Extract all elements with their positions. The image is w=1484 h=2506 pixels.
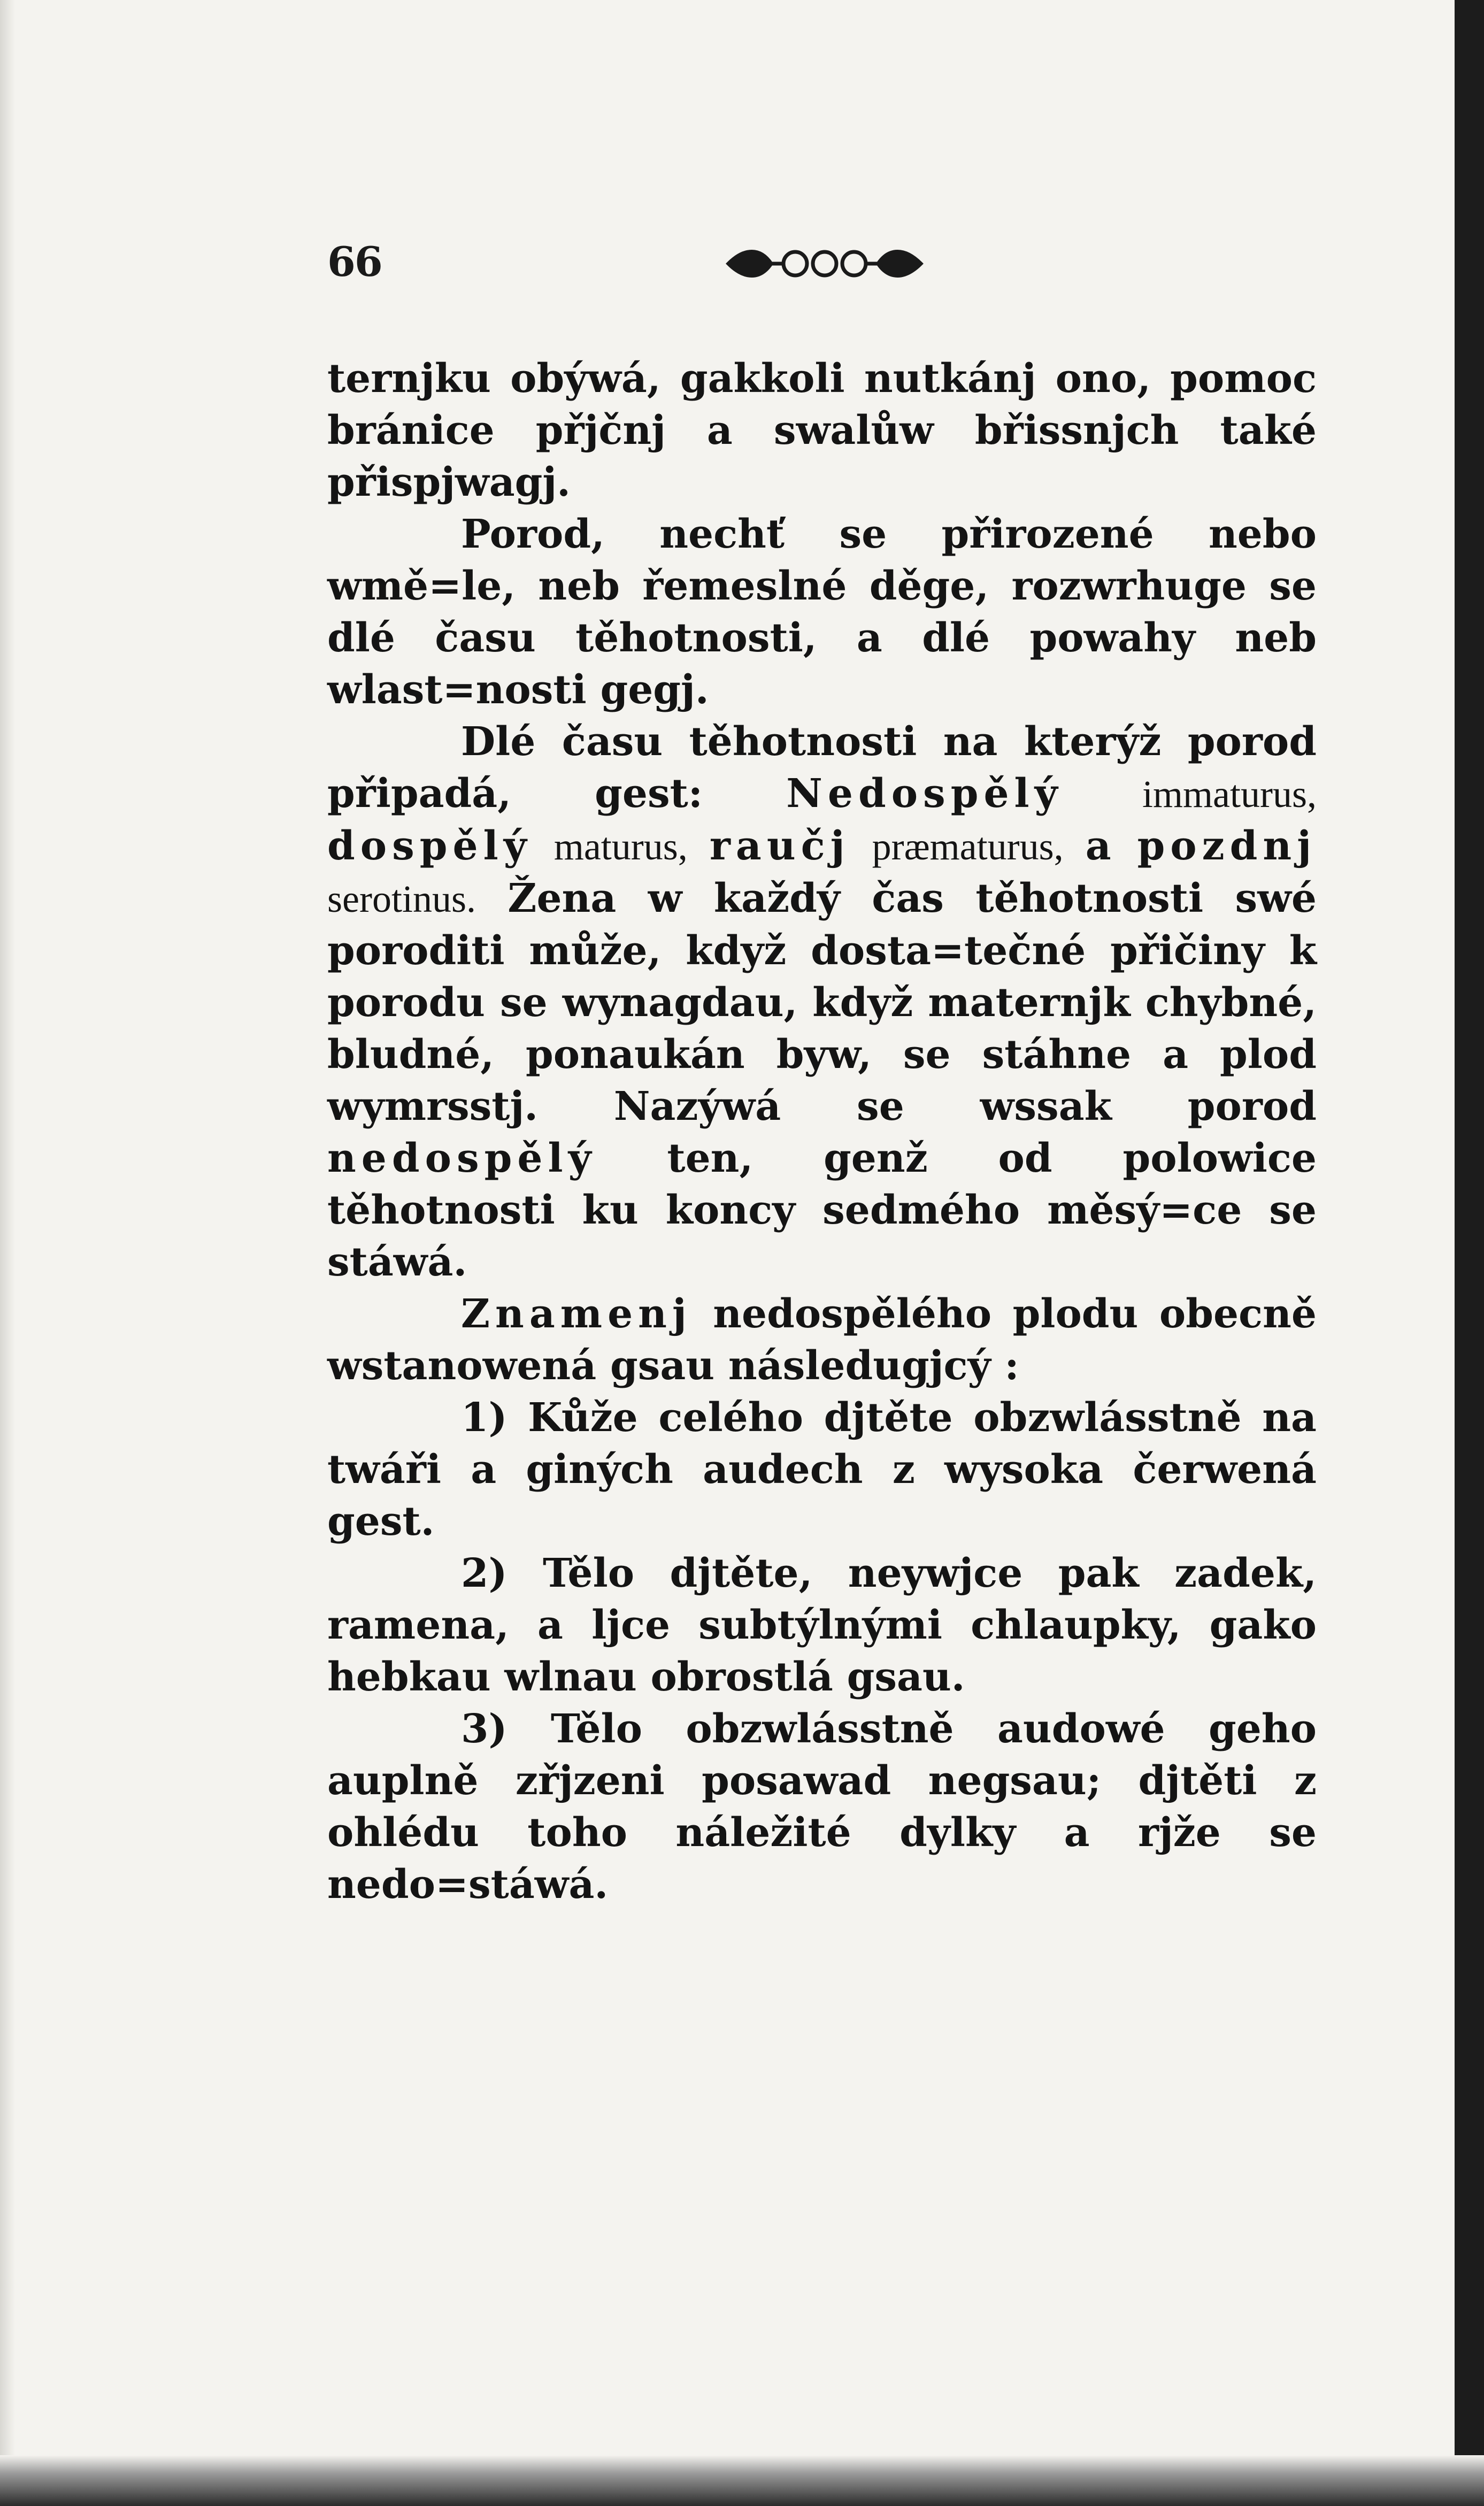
page-right-edge bbox=[1455, 0, 1484, 2506]
page-left-shadow bbox=[0, 0, 15, 2506]
paragraph-7 bbox=[327, 1703, 1317, 1911]
paragraph-4-segment-2: nedospělého plodu obecně wstanowená gsau následugjcý : bbox=[327, 1291, 1317, 1389]
page-number: 66 bbox=[327, 238, 382, 286]
paragraph-6 bbox=[327, 1548, 1317, 1703]
body-text bbox=[327, 353, 1317, 1911]
page-bottom-edge bbox=[0, 2455, 1484, 2506]
paragraph-3-segment-3: immaturus, bbox=[1063, 773, 1317, 816]
paragraph-3-segment-7: præmaturus, bbox=[850, 825, 1086, 868]
paragraph-3-segment-2: Nedospělý bbox=[786, 771, 1063, 817]
paragraph-3 bbox=[327, 716, 1317, 1288]
paragraph-3-segment-1: Dlé času těhotnosti na kterýž porod připadá, gest: bbox=[327, 719, 1317, 817]
paragraph-5-segment-1: 1) Kůže celého djtěte obzwlásstně na twáři a giných audech z wysoka čerwená gest. bbox=[327, 1395, 1317, 1544]
paragraph-3-segment-6: raučj bbox=[709, 823, 850, 869]
paragraph-3-segment-8: a bbox=[1085, 823, 1137, 869]
paragraph-4 bbox=[327, 1288, 1317, 1392]
paragraph-2-segment-1: Porod, nechť se přirozené nebo wmě=le, neb řemeslné děge, rozwrhuge se dlé času těhotnosti, a dlé powahy neb wlast=nosti gegj. bbox=[327, 511, 1317, 713]
paragraph-1 bbox=[327, 353, 1317, 509]
paragraph-3-segment-9: pozdnj bbox=[1137, 823, 1317, 869]
paragraph-1-segment-1: ternjku obýwá, gakkoli nutkánj ono, pomoc bránice přjčnj a swalůw břissnjch také přispjwagj. bbox=[327, 356, 1317, 505]
paragraph-3-segment-13: ten, genž od polowice těhotnosti ku koncy sedmého měsý=ce se stáwá. bbox=[327, 1135, 1317, 1285]
paragraph-5 bbox=[327, 1392, 1317, 1548]
paragraph-4-segment-1: Znamenj bbox=[461, 1291, 692, 1337]
paragraph-3-segment-11: Žena w každý čas těhotnosti swé poroditi může, když dosta=tečné přičiny k porodu se wynagdau, když maternjk chybné, bludné, ponaukán byw, se stáhne a plod wymrsstj. Nazýwá se wssak porod bbox=[327, 875, 1317, 1129]
paragraph-3-segment-4: dospělý bbox=[327, 823, 532, 869]
paragraph-6-segment-1: 2) Tělo djtěte, neywjce pak zadek, ramena, a ljce subtýlnými chlaupky, gako hebkau wlnau obrostlá gsau. bbox=[327, 1550, 1317, 1700]
header-ornament-icon bbox=[723, 245, 926, 282]
paragraph-2 bbox=[327, 509, 1317, 716]
paragraph-3-segment-12: nedospělý bbox=[327, 1135, 597, 1181]
paragraph-3-segment-5: maturus, bbox=[532, 825, 710, 868]
paragraph-3-segment-10: serotinus. bbox=[327, 878, 476, 920]
paragraph-7-segment-1: 3) Tělo obzwlásstně audowé geho auplně zřjzeni posawad negsau; djtěti z ohlédu toho náležité dylky a rjže se nedo=stáwá. bbox=[327, 1706, 1317, 1908]
page-header bbox=[327, 235, 1343, 310]
